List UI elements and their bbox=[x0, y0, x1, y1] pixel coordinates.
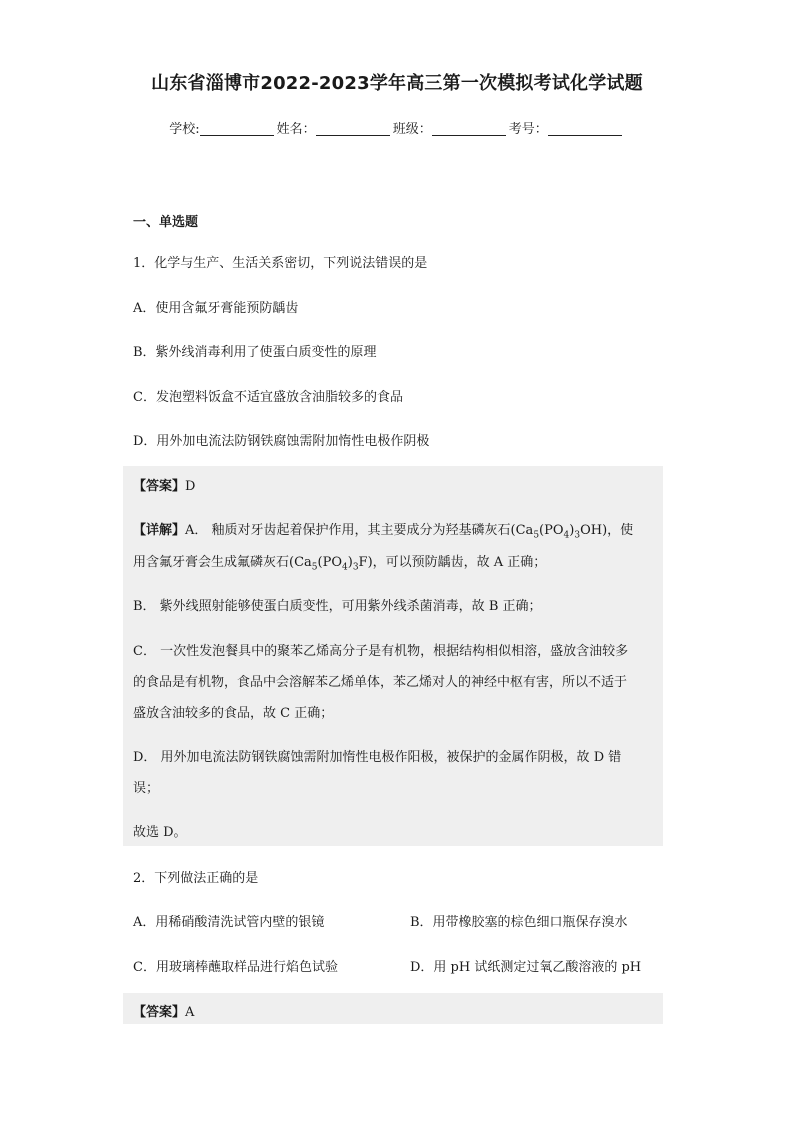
exam-no-blank[interactable] bbox=[548, 122, 622, 136]
q1-stem: 1．化学与生产、生活关系密切，下列说法错误的是 bbox=[133, 256, 428, 271]
detail-text: ) bbox=[569, 523, 575, 538]
q1-detail-a-line1 bbox=[133, 519, 633, 541]
detail-text: (PO bbox=[317, 555, 342, 570]
detail-label: 【详解】 bbox=[133, 523, 186, 538]
q1-detail-b: B． 紫外线照射能够使蛋白质变性，可用紫外线杀菌消毒，故 B 正确； bbox=[133, 599, 542, 614]
detail-text: ) bbox=[347, 555, 353, 570]
q2-option-a: A．用稀硝酸清洗试管内壁的银镜 bbox=[133, 915, 325, 930]
student-info-line bbox=[0, 118, 794, 137]
class-label: 班级： bbox=[392, 122, 432, 137]
subscript: 4 bbox=[563, 530, 570, 541]
q1-detail-c-line2: 的食品是有机物，食品中会溶解苯乙烯单体，苯乙烯对人的神经中枢有害，所以不适于 bbox=[133, 675, 628, 690]
exam-title: 山东省淄博市2022-2023学年高三第一次模拟考试化学试题 bbox=[151, 73, 643, 94]
q2-option-c: C．用玻璃棒蘸取样品进行焰色试验 bbox=[133, 960, 338, 975]
subscript: 5 bbox=[533, 530, 540, 541]
q1-option-a: A．使用含氟牙膏能预防龋齿 bbox=[133, 301, 299, 316]
q1-detail-d-line1: D． 用外加电流法防钢铁腐蚀需附加惰性电极作阳极，被保护的金属作阴极，故 D 错 bbox=[133, 750, 622, 765]
name-blank[interactable] bbox=[316, 122, 390, 136]
school-label: 学校: bbox=[169, 122, 200, 137]
q2-stem: 2．下列做法正确的是 bbox=[133, 871, 259, 886]
q2-option-d: D．用 pH 试纸测定过氧乙酸溶液的 pH bbox=[410, 960, 642, 975]
q2-option-b: B．用带橡胶塞的棕色细口瓶保存溴水 bbox=[410, 915, 628, 930]
q2-answer-panel bbox=[123, 993, 663, 1024]
q1-option-c: C．发泡塑料饭盒不适宜盛放含油脂较多的食品 bbox=[133, 390, 403, 405]
detail-text: A． 釉质对牙齿起着保护作用，其主要成分为羟基磷灰石(Ca bbox=[185, 523, 534, 538]
q1-detail-c-line1: C． 一次性发泡餐具中的聚苯乙烯高分子是有机物，根据结构相似相溶，盛放含油较多 bbox=[133, 644, 629, 659]
answer-label: 【答案】 bbox=[133, 479, 186, 494]
detail-text: (PO bbox=[539, 523, 564, 538]
detail-text: F)，可以预防龋齿，故 A 正确； bbox=[358, 555, 547, 570]
section-heading: 一、单选题 bbox=[133, 215, 199, 230]
q1-option-b: B．紫外线消毒利用了使蛋白质变性的原理 bbox=[133, 345, 377, 360]
exam-no-label: 考号： bbox=[508, 122, 548, 137]
q1-conclusion: 故选 D。 bbox=[133, 825, 187, 840]
q1-detail-c-line3: 盛放含油较多的食品，故 C 正确； bbox=[133, 706, 334, 721]
subscript: 5 bbox=[311, 562, 318, 573]
answer-value: D bbox=[185, 479, 196, 494]
name-label: 姓名： bbox=[276, 122, 316, 137]
q1-detail-d-line2: 误； bbox=[133, 781, 160, 796]
subscript: 4 bbox=[342, 562, 348, 573]
detail-text: OH)，使 bbox=[580, 523, 634, 538]
school-blank[interactable] bbox=[200, 122, 274, 136]
q1-answer bbox=[133, 475, 195, 494]
q2-answer bbox=[133, 1001, 194, 1020]
answer-label: 【答案】 bbox=[133, 1005, 186, 1020]
detail-text: 用含氟牙膏会生成氟磷灰石(Ca bbox=[133, 555, 312, 570]
answer-value: A bbox=[185, 1005, 195, 1020]
q1-option-d: D．用外加电流法防钢铁腐蚀需附加惰性电极作阴极 bbox=[133, 434, 430, 449]
class-blank[interactable] bbox=[432, 122, 506, 136]
q1-detail-a-line2 bbox=[133, 551, 546, 573]
subscript: 3 bbox=[352, 562, 359, 573]
subscript: 3 bbox=[574, 530, 581, 541]
